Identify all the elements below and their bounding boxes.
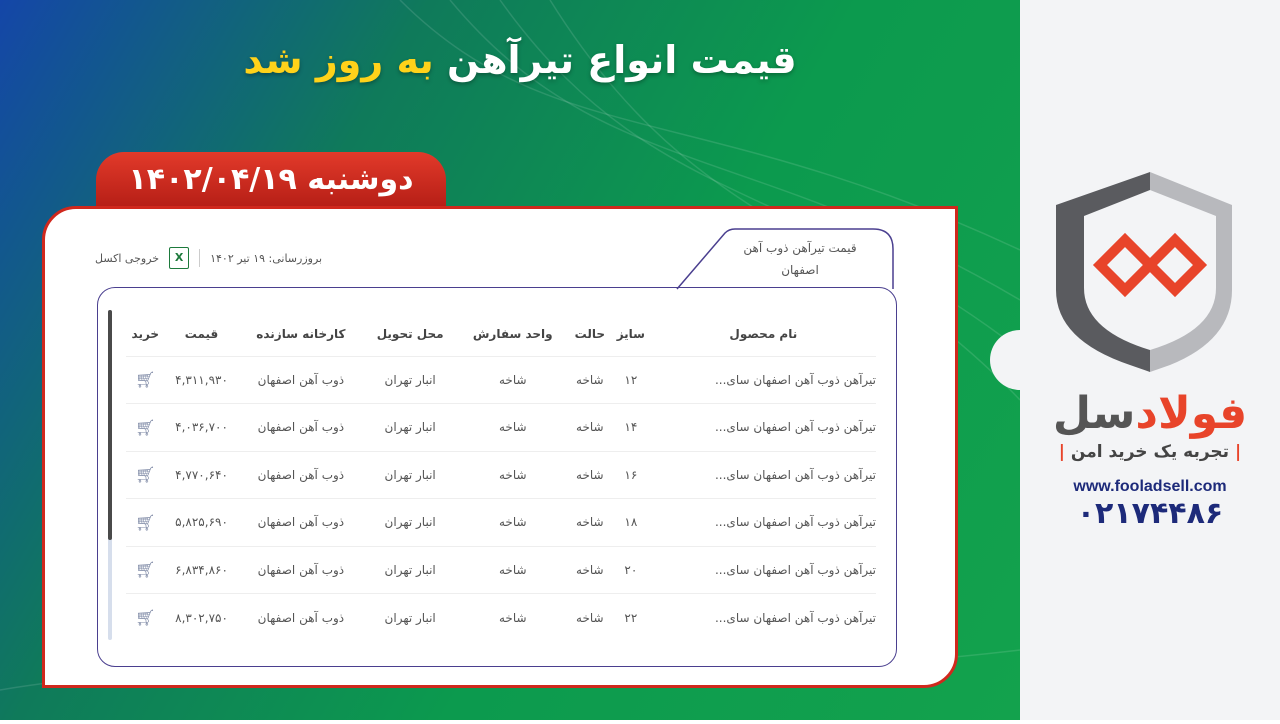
slogan-text: تجربه یک خرید امن <box>1070 442 1230 462</box>
cell-state: شاخه <box>569 356 612 404</box>
cell-factory: ذوب آهن اصفهان <box>238 594 363 642</box>
column-header: نام محصول <box>729 326 798 341</box>
column-header: سایز <box>616 326 645 341</box>
cell-price: ۸,۳۰۲,۷۵۰ <box>165 594 239 642</box>
shopping-cart-icon[interactable]: 🛒︎ <box>135 417 156 437</box>
cell-name[interactable]: تیرآهن ذوب آهن اصفهان سای... <box>651 451 876 499</box>
table-row <box>126 356 876 404</box>
cell-price: ۴,۳۱۱,۹۳۰ <box>165 356 239 404</box>
cell-unit: شاخه <box>457 499 569 547</box>
cell-delivery: انبار تهران <box>363 594 457 642</box>
toolbar <box>95 247 322 269</box>
cell-name[interactable]: تیرآهن ذوب آهن اصفهان سای... <box>651 594 876 642</box>
table-row <box>126 594 876 642</box>
cell-state: شاخه <box>569 546 612 594</box>
cell-unit: شاخه <box>457 546 569 594</box>
cell-factory: ذوب آهن اصفهان <box>238 451 363 499</box>
cell-delivery: انبار تهران <box>363 404 457 452</box>
date-badge: دوشنبه ۱۴۰۲/۰۴/۱۹ <box>96 152 446 208</box>
cell-name[interactable]: تیرآهن ذوب آهن اصفهان سای... <box>651 356 876 404</box>
cell-size: ۱۸ <box>611 499 651 547</box>
cell-factory: ذوب آهن اصفهان <box>238 499 363 547</box>
table-row <box>126 451 876 499</box>
buy-cell[interactable] <box>126 499 165 547</box>
brand-name-red: فولاد <box>1135 388 1248 439</box>
scrollbar-thumb[interactable] <box>108 310 112 540</box>
buy-cell[interactable] <box>126 356 165 404</box>
cell-state: شاخه <box>569 451 612 499</box>
scrollbar[interactable] <box>108 310 112 640</box>
column-header: خرید <box>131 326 160 341</box>
buy-cell[interactable] <box>126 404 165 452</box>
buy-cell[interactable] <box>126 594 165 642</box>
shield-logo-icon <box>1020 0 1280 720</box>
column-header: قیمت <box>184 326 219 341</box>
cell-state: شاخه <box>569 404 612 452</box>
shopping-cart-icon[interactable]: 🛒︎ <box>135 465 156 485</box>
panel-notch <box>990 330 1050 390</box>
price-card <box>42 206 958 688</box>
banner-title <box>200 38 840 82</box>
table-row <box>126 499 876 547</box>
cell-factory: ذوب آهن اصفهان <box>238 546 363 594</box>
cell-price: ۴,۰۳۶,۷۰۰ <box>165 404 239 452</box>
excel-icon[interactable]: X <box>169 247 189 269</box>
cell-delivery: انبار تهران <box>363 499 457 547</box>
shopping-cart-icon[interactable]: 🛒︎ <box>135 512 156 532</box>
cell-name[interactable]: تیرآهن ذوب آهن اصفهان سای... <box>651 499 876 547</box>
cell-price: ۶,۸۳۴,۸۶۰ <box>165 546 239 594</box>
title-highlight: به روز شد <box>243 38 434 82</box>
cell-delivery: انبار تهران <box>363 451 457 499</box>
column-header: حالت <box>574 326 605 341</box>
cell-price: ۵,۸۲۵,۶۹۰ <box>165 499 239 547</box>
cell-state: شاخه <box>569 594 612 642</box>
column-header: کارخانه سازنده <box>256 326 346 341</box>
cell-size: ۱۴ <box>611 404 651 452</box>
slogan: | تجربه یک خرید امن | <box>1058 442 1242 462</box>
table-row <box>126 546 876 594</box>
brand-name-gray: سل <box>1052 388 1136 439</box>
shopping-cart-icon[interactable]: 🛒︎ <box>135 370 156 390</box>
updated-date: بروزرسانی: ۱۹ تیر ۱۴۰۲ <box>210 251 323 265</box>
title-main: قیمت انواع تیرآهن <box>447 38 797 82</box>
shopping-cart-icon[interactable]: 🛒︎ <box>135 608 156 627</box>
phone-number: ۰۲۱۷۴۴۸۶ <box>1076 496 1224 531</box>
excel-export-link[interactable]: خروجی اکسل <box>95 251 160 265</box>
cell-unit: شاخه <box>457 356 569 404</box>
cell-size: ۲۲ <box>611 594 651 642</box>
brand-panel <box>1020 0 1280 720</box>
table-container <box>97 287 897 667</box>
divider <box>199 249 200 267</box>
cell-factory: ذوب آهن اصفهان <box>238 404 363 452</box>
cell-unit: شاخه <box>457 404 569 452</box>
shopping-cart-icon[interactable]: 🛒︎ <box>135 560 156 580</box>
tab-title[interactable]: قیمت تیرآهن ذوب آهن اصفهان <box>743 241 857 277</box>
cell-size: ۱۲ <box>611 356 651 404</box>
cell-delivery: انبار تهران <box>363 356 457 404</box>
cell-name[interactable]: تیرآهن ذوب آهن اصفهان سای... <box>651 404 876 452</box>
price-table <box>126 312 876 641</box>
table-row <box>126 404 876 452</box>
cell-unit: شاخه <box>457 451 569 499</box>
cell-size: ۱۶ <box>611 451 651 499</box>
cell-delivery: انبار تهران <box>363 546 457 594</box>
cell-unit: شاخه <box>457 594 569 642</box>
brand-name <box>1050 388 1250 439</box>
website-url[interactable]: www.fooladsell.com <box>1073 478 1227 495</box>
buy-cell[interactable] <box>126 546 165 594</box>
cell-price: ۴,۷۷۰,۶۴۰ <box>165 451 239 499</box>
buy-cell[interactable] <box>126 451 165 499</box>
column-header: واحد سفارش <box>472 326 553 341</box>
cell-size: ۲۰ <box>611 546 651 594</box>
column-header: محل تحویل <box>376 326 444 341</box>
cell-state: شاخه <box>569 499 612 547</box>
cell-factory: ذوب آهن اصفهان <box>238 356 363 404</box>
cell-name[interactable]: تیرآهن ذوب آهن اصفهان سای... <box>651 546 876 594</box>
